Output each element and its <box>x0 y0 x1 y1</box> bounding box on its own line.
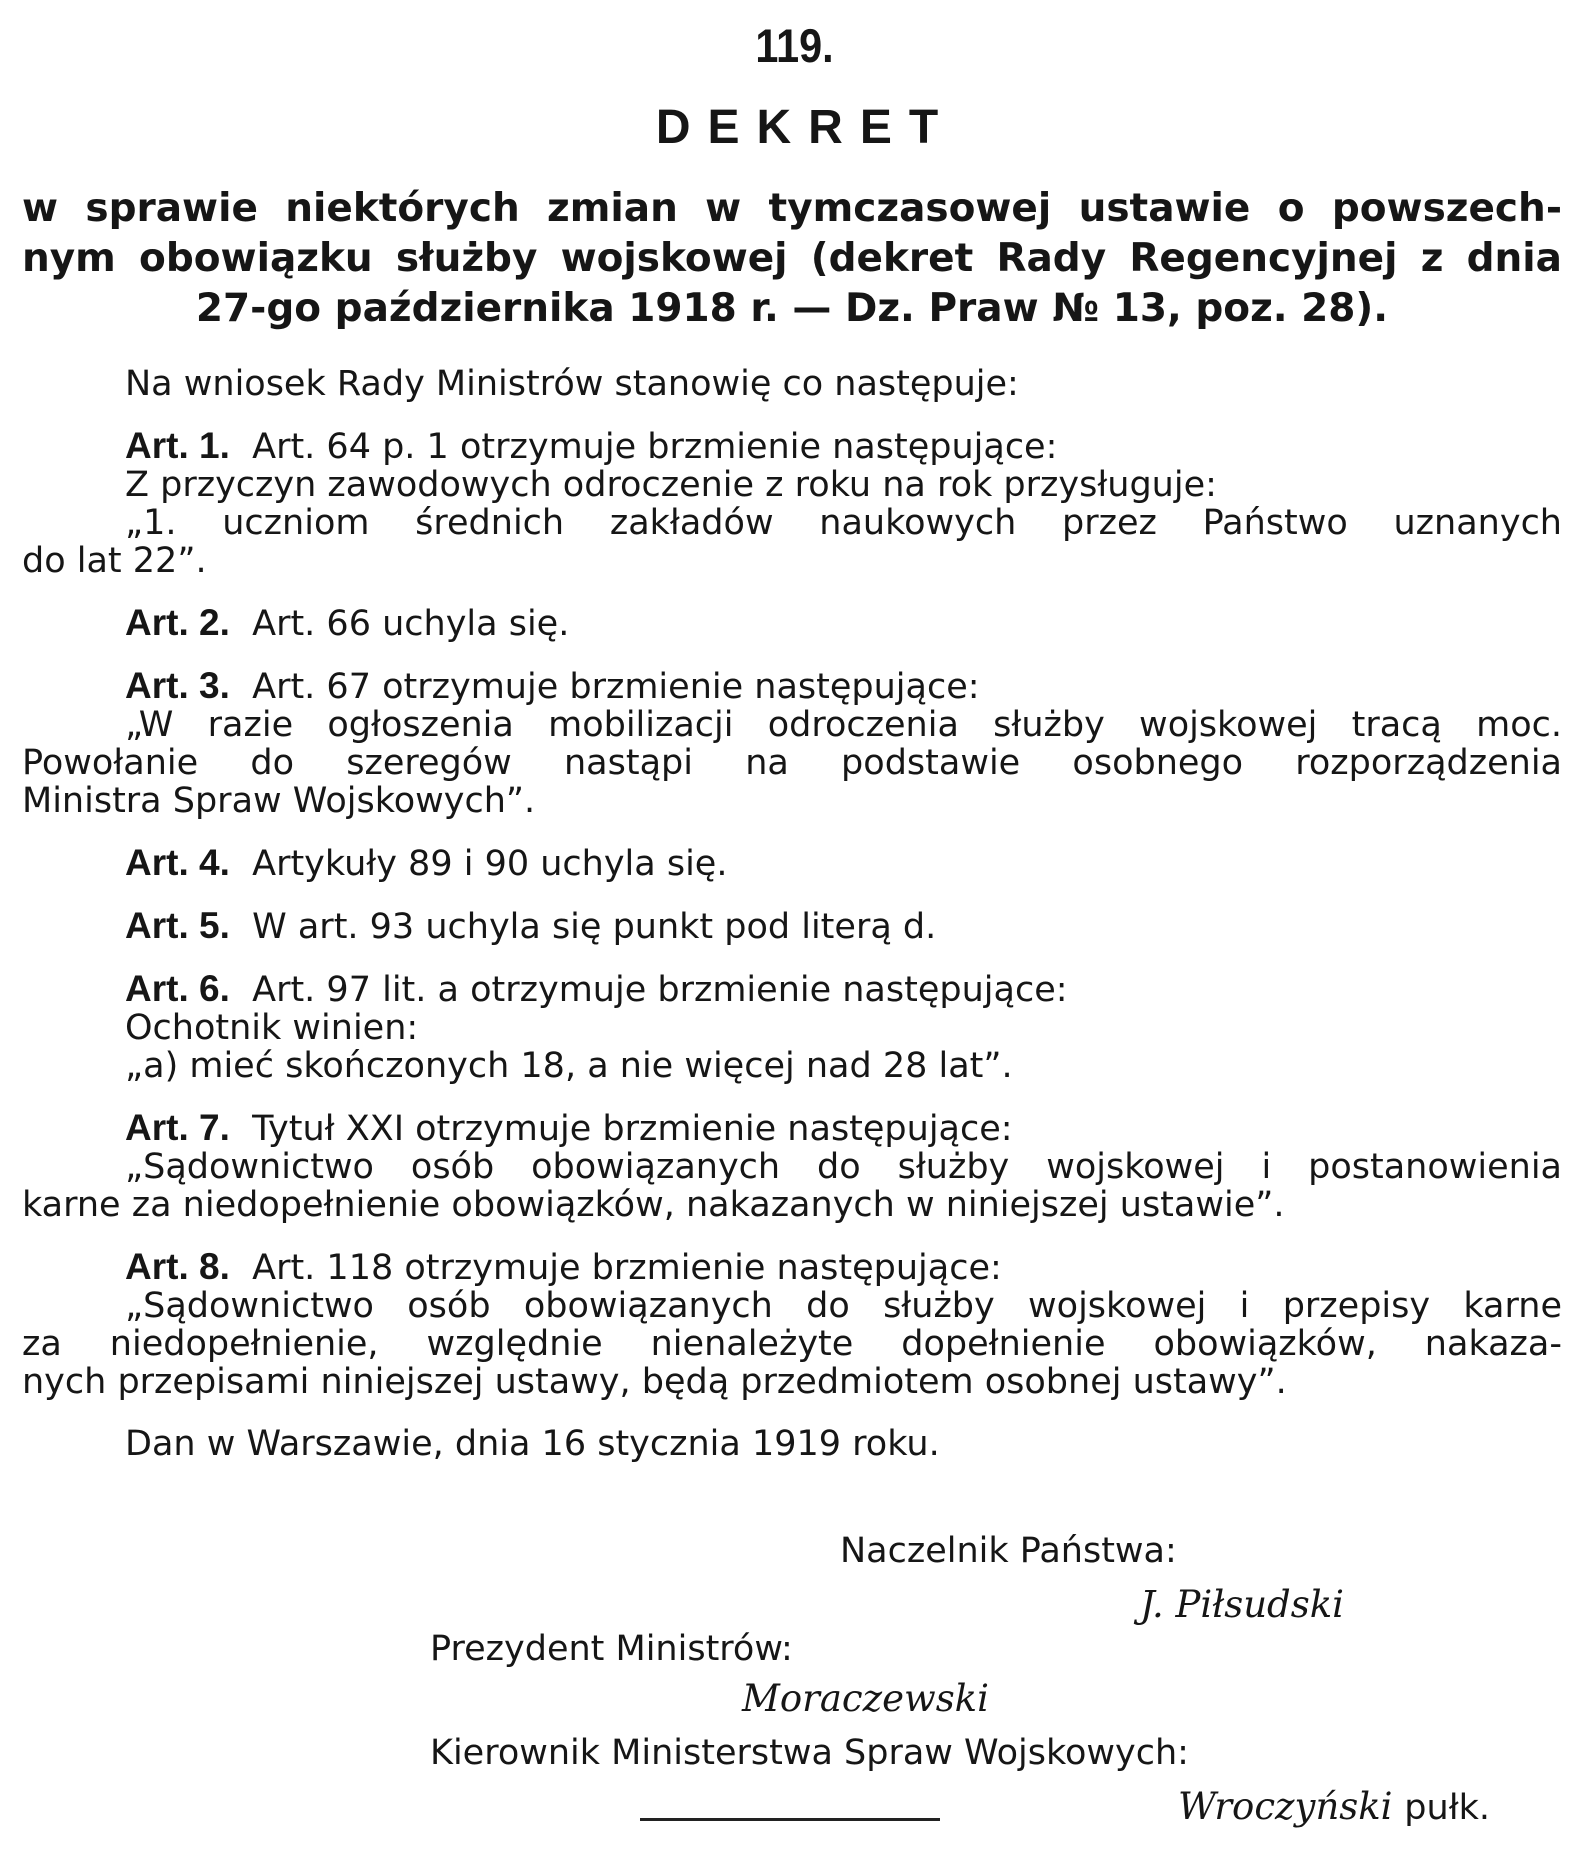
signature-name-chief: J. Piłsudski <box>1140 1583 1344 1626</box>
article-label: Art. 6. <box>125 968 230 1009</box>
article-first-line <box>22 1109 1562 1148</box>
subtitle-line: w sprawie niektórych zmian w tymczasowej ustawie o powszech- <box>22 186 1562 231</box>
article-6 <box>22 970 1562 1085</box>
article-text: W art. 93 uchyla się punkt pod literą d. <box>252 907 937 947</box>
decree-body <box>22 365 1562 1463</box>
article-text: Art. 66 uchyla się. <box>252 604 570 644</box>
document-title: DEKRET <box>655 101 956 154</box>
article-2 <box>22 604 1562 643</box>
article-text: Art. 67 otrzymuje brzmienie następujące: <box>252 667 980 707</box>
signature-role-chief: Naczelnik Państwa: <box>840 1531 1177 1571</box>
article-line: „1. uczniom średnich zakładów naukowych przez Państwo uznanych <box>125 503 1562 543</box>
signature-name-war <box>1178 1786 1490 1829</box>
article-line: za niedopełnienie, względnie nienależyte dopełnienie obowiązków, nakaza- <box>22 1324 1562 1364</box>
signature-rank: pułk. <box>1404 1788 1491 1828</box>
article-4 <box>22 844 1562 883</box>
article-text: Art. 97 lit. a otrzymuje brzmienie następujące: <box>252 970 1068 1010</box>
document-subtitle <box>22 184 1562 334</box>
signature-role-war: Kierownik Ministerstwa Spraw Wojskowych: <box>430 1733 1189 1773</box>
subtitle-line: nym obowiązku służby wojskowej (dekret Rady Regencyjnej z dnia <box>22 236 1562 281</box>
closing-line: Dan w Warszawie, dnia 16 stycznia 1919 roku. <box>125 1424 940 1464</box>
article-line: Z przyczyn zawodowych odroczenie z roku na rok przysługuje: <box>125 465 1217 505</box>
article-first-line <box>22 667 1562 706</box>
article-line: „Sądownictwo osób obowiązanych do służby wojskowej i przepisy karne <box>125 1286 1562 1326</box>
article-line: do lat 22”. <box>22 541 207 581</box>
article-first-line <box>22 427 1562 466</box>
end-rule <box>640 1818 940 1821</box>
article-first-line <box>22 907 1562 946</box>
subtitle-line: 27-go października 1918 r. — Dz. Praw № 13, poz. 28). <box>195 286 1389 331</box>
article-label: Art. 8. <box>125 1246 230 1287</box>
article-line: Ochotnik winien: <box>125 1008 419 1048</box>
article-label: Art. 1. <box>125 425 230 466</box>
article-text: Art. 64 p. 1 otrzymuje brzmienie następujące: <box>252 427 1058 467</box>
article-3 <box>22 667 1562 820</box>
article-text: Artykuły 89 i 90 uchyla się. <box>252 844 728 884</box>
article-first-line <box>22 1248 1562 1287</box>
article-line: „a) mieć skończonych 18, a nie więcej nad 28 lat”. <box>125 1046 1013 1086</box>
article-label: Art. 5. <box>125 905 230 946</box>
article-line: „Sądownictwo osób obowiązanych do służby wojskowej i postanowienia <box>125 1147 1562 1187</box>
article-label: Art. 3. <box>125 665 230 706</box>
article-1 <box>22 427 1562 580</box>
article-7 <box>22 1109 1562 1224</box>
article-5 <box>22 907 1562 946</box>
signature-role-pm: Prezydent Ministrów: <box>430 1629 793 1669</box>
article-first-line <box>22 604 1562 643</box>
article-label: Art. 2. <box>125 602 230 643</box>
article-line: Powołanie do szeregów nastąpi na podstawie osobnego rozporządzenia <box>22 743 1562 783</box>
signature-name-war-text: Wroczyński <box>1178 1785 1393 1828</box>
preamble: Na wniosek Rady Ministrów stanowię co następuje: <box>125 364 1019 404</box>
article-label: Art. 4. <box>125 842 230 883</box>
article-line: Ministra Spraw Wojskowych”. <box>22 781 536 821</box>
article-line: karne za niedopełnienie obowiązków, nakazanych w niniejszej ustawie”. <box>22 1185 1285 1225</box>
signature-name-pm: Moraczewski <box>742 1677 989 1720</box>
article-text: Art. 118 otrzymuje brzmienie następujące: <box>252 1248 1002 1288</box>
article-text: Tytuł XXI otrzymuje brzmienie następujące: <box>252 1109 1013 1149</box>
document-number: 119. <box>755 19 834 72</box>
article-first-line <box>22 970 1562 1009</box>
article-line: „W razie ogłoszenia mobilizacji odroczenia służby wojskowej tracą moc. <box>125 705 1562 745</box>
article-8 <box>22 1248 1562 1401</box>
article-label: Art. 7. <box>125 1107 230 1148</box>
article-first-line <box>22 844 1562 883</box>
article-line: nych przepisami niniejszej ustawy, będą przedmiotem osobnej ustawy”. <box>22 1362 1287 1402</box>
